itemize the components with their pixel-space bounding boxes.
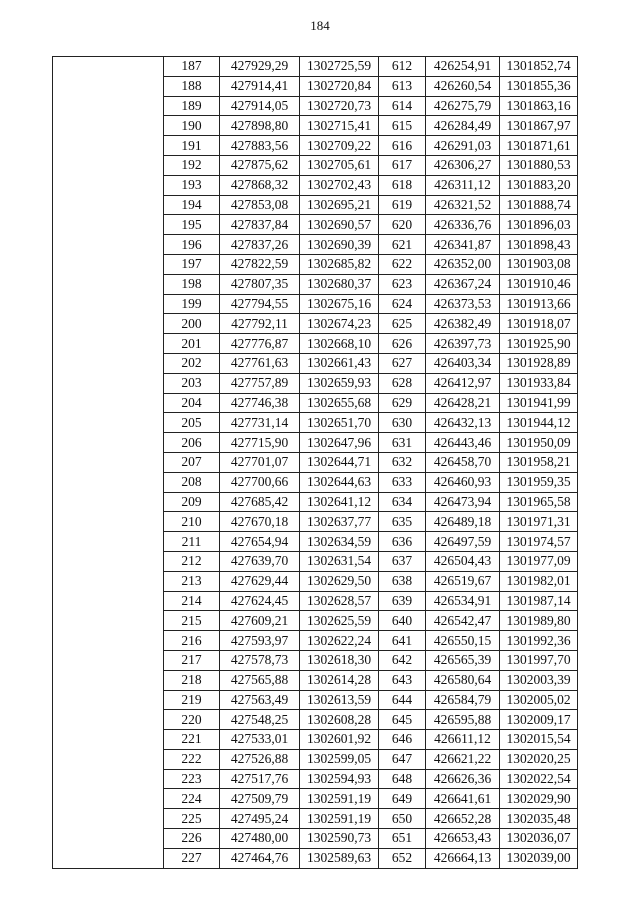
y-coordinate-cell: 1302631,54 [300, 551, 379, 571]
point-number-cell: 209 [164, 492, 220, 512]
point-number-cell: 189 [164, 96, 220, 116]
point-number-cell: 642 [379, 650, 426, 670]
point-number-cell: 190 [164, 116, 220, 136]
y-coordinate-cell: 1302599,05 [300, 749, 379, 769]
point-number-cell: 227 [164, 848, 220, 868]
x-coordinate-cell: 427578,73 [220, 650, 300, 670]
x-coordinate-cell: 426611,12 [426, 730, 500, 750]
point-number-cell: 648 [379, 769, 426, 789]
x-coordinate-cell: 426382,49 [426, 314, 500, 334]
y-coordinate-cell: 1301883,20 [500, 175, 578, 195]
y-coordinate-cell: 1301950,09 [500, 433, 578, 453]
point-number-cell: 188 [164, 76, 220, 96]
x-coordinate-cell: 426428,21 [426, 393, 500, 413]
x-coordinate-cell: 427565,88 [220, 670, 300, 690]
y-coordinate-cell: 1302709,22 [300, 136, 379, 156]
x-coordinate-cell: 426595,88 [426, 710, 500, 730]
y-coordinate-cell: 1302637,77 [300, 512, 379, 532]
y-coordinate-cell: 1302644,71 [300, 452, 379, 472]
x-coordinate-cell: 426321,52 [426, 195, 500, 215]
x-coordinate-cell: 426373,53 [426, 294, 500, 314]
x-coordinate-cell: 427563,49 [220, 690, 300, 710]
point-number-cell: 219 [164, 690, 220, 710]
point-number-cell: 218 [164, 670, 220, 690]
x-coordinate-cell: 427875,62 [220, 155, 300, 175]
x-coordinate-cell: 426565,39 [426, 650, 500, 670]
y-coordinate-cell: 1302590,73 [300, 829, 379, 849]
x-coordinate-cell: 427629,44 [220, 571, 300, 591]
point-number-cell: 638 [379, 571, 426, 591]
x-coordinate-cell: 427495,24 [220, 809, 300, 829]
point-number-cell: 206 [164, 433, 220, 453]
x-coordinate-cell: 427929,29 [220, 57, 300, 77]
x-coordinate-cell: 427914,05 [220, 96, 300, 116]
x-coordinate-cell: 427533,01 [220, 730, 300, 750]
point-number-cell: 199 [164, 294, 220, 314]
x-coordinate-cell: 427822,59 [220, 254, 300, 274]
x-coordinate-cell: 427685,42 [220, 492, 300, 512]
x-coordinate-cell: 426336,76 [426, 215, 500, 235]
y-coordinate-cell: 1301918,07 [500, 314, 578, 334]
point-number-cell: 614 [379, 96, 426, 116]
y-coordinate-cell: 1302661,43 [300, 353, 379, 373]
x-coordinate-cell: 427792,11 [220, 314, 300, 334]
y-coordinate-cell: 1302659,93 [300, 373, 379, 393]
point-number-cell: 633 [379, 472, 426, 492]
x-coordinate-cell: 427639,70 [220, 551, 300, 571]
y-coordinate-cell: 1302601,92 [300, 730, 379, 750]
coordinates-table-body [53, 57, 578, 869]
point-number-cell: 195 [164, 215, 220, 235]
point-number-cell: 192 [164, 155, 220, 175]
point-number-cell: 213 [164, 571, 220, 591]
x-coordinate-cell: 426534,91 [426, 591, 500, 611]
y-coordinate-cell: 1302020,25 [500, 749, 578, 769]
x-coordinate-cell: 426641,61 [426, 789, 500, 809]
point-number-cell: 211 [164, 532, 220, 552]
point-number-cell: 202 [164, 353, 220, 373]
x-coordinate-cell: 427701,07 [220, 452, 300, 472]
point-number-cell: 646 [379, 730, 426, 750]
y-coordinate-cell: 1302705,61 [300, 155, 379, 175]
x-coordinate-cell: 427464,76 [220, 848, 300, 868]
x-coordinate-cell: 427700,66 [220, 472, 300, 492]
point-number-cell: 207 [164, 452, 220, 472]
point-number-cell: 630 [379, 413, 426, 433]
y-coordinate-cell: 1302720,84 [300, 76, 379, 96]
x-coordinate-cell: 426291,03 [426, 136, 500, 156]
y-coordinate-cell: 1302680,37 [300, 274, 379, 294]
x-coordinate-cell: 426542,47 [426, 611, 500, 631]
x-coordinate-cell: 427480,00 [220, 829, 300, 849]
y-coordinate-cell: 1301896,03 [500, 215, 578, 235]
point-number-cell: 201 [164, 334, 220, 354]
point-number-cell: 620 [379, 215, 426, 235]
point-number-cell: 222 [164, 749, 220, 769]
point-number-cell: 214 [164, 591, 220, 611]
y-coordinate-cell: 1302628,57 [300, 591, 379, 611]
x-coordinate-cell: 426621,22 [426, 749, 500, 769]
y-coordinate-cell: 1302647,96 [300, 433, 379, 453]
point-number-cell: 220 [164, 710, 220, 730]
x-coordinate-cell: 427883,56 [220, 136, 300, 156]
point-number-cell: 200 [164, 314, 220, 334]
x-coordinate-cell: 427746,38 [220, 393, 300, 413]
x-coordinate-cell: 426341,87 [426, 235, 500, 255]
point-number-cell: 649 [379, 789, 426, 809]
y-coordinate-cell: 1302695,21 [300, 195, 379, 215]
y-coordinate-cell: 1302009,17 [500, 710, 578, 730]
x-coordinate-cell: 427853,08 [220, 195, 300, 215]
y-coordinate-cell: 1301987,14 [500, 591, 578, 611]
point-number-cell: 191 [164, 136, 220, 156]
x-coordinate-cell: 427624,45 [220, 591, 300, 611]
x-coordinate-cell: 426397,73 [426, 334, 500, 354]
point-number-cell: 616 [379, 136, 426, 156]
y-coordinate-cell: 1301867,97 [500, 116, 578, 136]
y-coordinate-cell: 1301933,84 [500, 373, 578, 393]
point-number-cell: 628 [379, 373, 426, 393]
y-coordinate-cell: 1302005,02 [500, 690, 578, 710]
y-coordinate-cell: 1302608,28 [300, 710, 379, 730]
y-coordinate-cell: 1302644,63 [300, 472, 379, 492]
x-coordinate-cell: 426519,67 [426, 571, 500, 591]
point-number-cell: 198 [164, 274, 220, 294]
y-coordinate-cell: 1301958,21 [500, 452, 578, 472]
blank-column-cell [53, 57, 164, 869]
y-coordinate-cell: 1302715,41 [300, 116, 379, 136]
point-number-cell: 205 [164, 413, 220, 433]
y-coordinate-cell: 1301928,89 [500, 353, 578, 373]
point-number-cell: 621 [379, 235, 426, 255]
coordinates-table [52, 56, 578, 869]
x-coordinate-cell: 427548,25 [220, 710, 300, 730]
y-coordinate-cell: 1301871,61 [500, 136, 578, 156]
x-coordinate-cell: 426550,15 [426, 631, 500, 651]
y-coordinate-cell: 1301997,70 [500, 650, 578, 670]
x-coordinate-cell: 426432,13 [426, 413, 500, 433]
x-coordinate-cell: 427776,87 [220, 334, 300, 354]
x-coordinate-cell: 426664,13 [426, 848, 500, 868]
x-coordinate-cell: 427794,55 [220, 294, 300, 314]
y-coordinate-cell: 1301941,99 [500, 393, 578, 413]
y-coordinate-cell: 1301913,66 [500, 294, 578, 314]
y-coordinate-cell: 1302641,12 [300, 492, 379, 512]
y-coordinate-cell: 1301863,16 [500, 96, 578, 116]
y-coordinate-cell: 1302039,00 [500, 848, 578, 868]
point-number-cell: 637 [379, 551, 426, 571]
point-number-cell: 629 [379, 393, 426, 413]
y-coordinate-cell: 1302015,54 [500, 730, 578, 750]
point-number-cell: 203 [164, 373, 220, 393]
y-coordinate-cell: 1301855,36 [500, 76, 578, 96]
point-number-cell: 651 [379, 829, 426, 849]
x-coordinate-cell: 426460,93 [426, 472, 500, 492]
x-coordinate-cell: 426580,64 [426, 670, 500, 690]
y-coordinate-cell: 1301989,80 [500, 611, 578, 631]
x-coordinate-cell: 426260,54 [426, 76, 500, 96]
x-coordinate-cell: 426504,43 [426, 551, 500, 571]
point-number-cell: 624 [379, 294, 426, 314]
point-number-cell: 643 [379, 670, 426, 690]
x-coordinate-cell: 427509,79 [220, 789, 300, 809]
point-number-cell: 632 [379, 452, 426, 472]
x-coordinate-cell: 426497,59 [426, 532, 500, 552]
y-coordinate-cell: 1301971,31 [500, 512, 578, 532]
point-number-cell: 204 [164, 393, 220, 413]
point-number-cell: 212 [164, 551, 220, 571]
x-coordinate-cell: 427517,76 [220, 769, 300, 789]
y-coordinate-cell: 1301852,74 [500, 57, 578, 77]
y-coordinate-cell: 1301959,35 [500, 472, 578, 492]
point-number-cell: 640 [379, 611, 426, 631]
y-coordinate-cell: 1302613,59 [300, 690, 379, 710]
x-coordinate-cell: 426412,97 [426, 373, 500, 393]
y-coordinate-cell: 1302591,19 [300, 789, 379, 809]
point-number-cell: 223 [164, 769, 220, 789]
point-number-cell: 618 [379, 175, 426, 195]
y-coordinate-cell: 1302655,68 [300, 393, 379, 413]
y-coordinate-cell: 1302634,59 [300, 532, 379, 552]
x-coordinate-cell: 426367,24 [426, 274, 500, 294]
y-coordinate-cell: 1302651,70 [300, 413, 379, 433]
y-coordinate-cell: 1302674,23 [300, 314, 379, 334]
y-coordinate-cell: 1301974,57 [500, 532, 578, 552]
y-coordinate-cell: 1301992,36 [500, 631, 578, 651]
point-number-cell: 617 [379, 155, 426, 175]
point-number-cell: 208 [164, 472, 220, 492]
x-coordinate-cell: 427761,63 [220, 353, 300, 373]
y-coordinate-cell: 1301888,74 [500, 195, 578, 215]
y-coordinate-cell: 1302725,59 [300, 57, 379, 77]
y-coordinate-cell: 1302589,63 [300, 848, 379, 868]
point-number-cell: 652 [379, 848, 426, 868]
x-coordinate-cell: 426489,18 [426, 512, 500, 532]
y-coordinate-cell: 1302003,39 [500, 670, 578, 690]
y-coordinate-cell: 1302675,16 [300, 294, 379, 314]
point-number-cell: 647 [379, 749, 426, 769]
x-coordinate-cell: 427868,32 [220, 175, 300, 195]
point-number-cell: 193 [164, 175, 220, 195]
y-coordinate-cell: 1301880,53 [500, 155, 578, 175]
y-coordinate-cell: 1302690,39 [300, 235, 379, 255]
y-coordinate-cell: 1301910,46 [500, 274, 578, 294]
x-coordinate-cell: 427654,94 [220, 532, 300, 552]
x-coordinate-cell: 426254,91 [426, 57, 500, 77]
y-coordinate-cell: 1302629,50 [300, 571, 379, 591]
x-coordinate-cell: 427914,41 [220, 76, 300, 96]
point-number-cell: 187 [164, 57, 220, 77]
point-number-cell: 627 [379, 353, 426, 373]
y-coordinate-cell: 1301965,58 [500, 492, 578, 512]
point-number-cell: 635 [379, 512, 426, 532]
x-coordinate-cell: 426443,46 [426, 433, 500, 453]
x-coordinate-cell: 427609,21 [220, 611, 300, 631]
x-coordinate-cell: 426403,34 [426, 353, 500, 373]
y-coordinate-cell: 1302022,54 [500, 769, 578, 789]
x-coordinate-cell: 426306,27 [426, 155, 500, 175]
y-coordinate-cell: 1302614,28 [300, 670, 379, 690]
point-number-cell: 636 [379, 532, 426, 552]
point-number-cell: 197 [164, 254, 220, 274]
x-coordinate-cell: 426652,28 [426, 809, 500, 829]
x-coordinate-cell: 427715,90 [220, 433, 300, 453]
x-coordinate-cell: 426626,36 [426, 769, 500, 789]
x-coordinate-cell: 427898,80 [220, 116, 300, 136]
point-number-cell: 224 [164, 789, 220, 809]
x-coordinate-cell: 427526,88 [220, 749, 300, 769]
y-coordinate-cell: 1302035,48 [500, 809, 578, 829]
point-number-cell: 644 [379, 690, 426, 710]
point-number-cell: 194 [164, 195, 220, 215]
point-number-cell: 210 [164, 512, 220, 532]
point-number-cell: 641 [379, 631, 426, 651]
page-number: 184 [310, 18, 330, 33]
point-number-cell: 626 [379, 334, 426, 354]
x-coordinate-cell: 426653,43 [426, 829, 500, 849]
x-coordinate-cell: 427731,14 [220, 413, 300, 433]
y-coordinate-cell: 1302625,59 [300, 611, 379, 631]
point-number-cell: 225 [164, 809, 220, 829]
y-coordinate-cell: 1302036,07 [500, 829, 578, 849]
point-number-cell: 634 [379, 492, 426, 512]
y-coordinate-cell: 1301898,43 [500, 235, 578, 255]
y-coordinate-cell: 1301982,01 [500, 571, 578, 591]
x-coordinate-cell: 427837,84 [220, 215, 300, 235]
point-number-cell: 226 [164, 829, 220, 849]
point-number-cell: 631 [379, 433, 426, 453]
x-coordinate-cell: 427807,35 [220, 274, 300, 294]
y-coordinate-cell: 1302685,82 [300, 254, 379, 274]
y-coordinate-cell: 1302618,30 [300, 650, 379, 670]
x-coordinate-cell: 426584,79 [426, 690, 500, 710]
x-coordinate-cell: 427593,97 [220, 631, 300, 651]
y-coordinate-cell: 1302622,24 [300, 631, 379, 651]
point-number-cell: 615 [379, 116, 426, 136]
point-number-cell: 650 [379, 809, 426, 829]
y-coordinate-cell: 1302668,10 [300, 334, 379, 354]
point-number-cell: 619 [379, 195, 426, 215]
point-number-cell: 217 [164, 650, 220, 670]
point-number-cell: 645 [379, 710, 426, 730]
x-coordinate-cell: 426284,49 [426, 116, 500, 136]
y-coordinate-cell: 1302690,57 [300, 215, 379, 235]
y-coordinate-cell: 1301903,08 [500, 254, 578, 274]
point-number-cell: 221 [164, 730, 220, 750]
point-number-cell: 625 [379, 314, 426, 334]
x-coordinate-cell: 426352,00 [426, 254, 500, 274]
y-coordinate-cell: 1302594,93 [300, 769, 379, 789]
point-number-cell: 215 [164, 611, 220, 631]
point-number-cell: 622 [379, 254, 426, 274]
x-coordinate-cell: 426275,79 [426, 96, 500, 116]
point-number-cell: 196 [164, 235, 220, 255]
point-number-cell: 216 [164, 631, 220, 651]
x-coordinate-cell: 426311,12 [426, 175, 500, 195]
point-number-cell: 623 [379, 274, 426, 294]
x-coordinate-cell: 426458,70 [426, 452, 500, 472]
x-coordinate-cell: 427837,26 [220, 235, 300, 255]
y-coordinate-cell: 1302720,73 [300, 96, 379, 116]
point-number-cell: 639 [379, 591, 426, 611]
y-coordinate-cell: 1302029,90 [500, 789, 578, 809]
table-row [53, 57, 578, 77]
y-coordinate-cell: 1302591,19 [300, 809, 379, 829]
x-coordinate-cell: 427757,89 [220, 373, 300, 393]
y-coordinate-cell: 1301925,90 [500, 334, 578, 354]
x-coordinate-cell: 426473,94 [426, 492, 500, 512]
y-coordinate-cell: 1301977,09 [500, 551, 578, 571]
point-number-cell: 612 [379, 57, 426, 77]
y-coordinate-cell: 1301944,12 [500, 413, 578, 433]
point-number-cell: 613 [379, 76, 426, 96]
y-coordinate-cell: 1302702,43 [300, 175, 379, 195]
x-coordinate-cell: 427670,18 [220, 512, 300, 532]
